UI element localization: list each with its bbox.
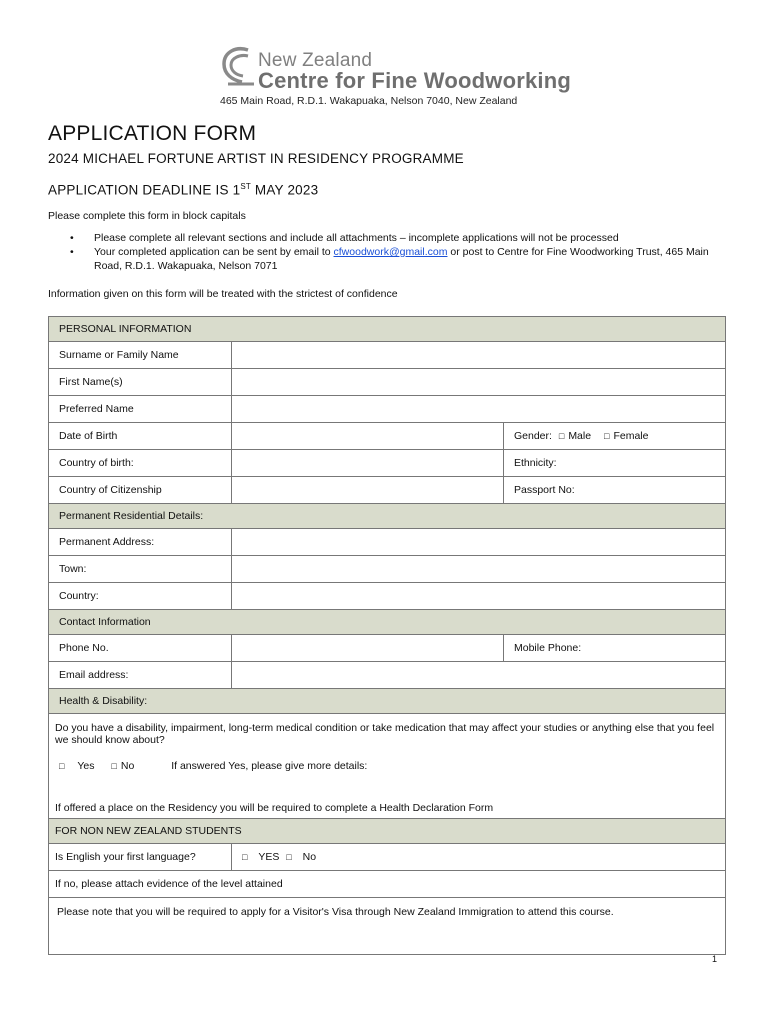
- male-checkbox[interactable]: □: [558, 431, 565, 441]
- email-link[interactable]: cfwoodwork@gmail.com: [333, 246, 448, 258]
- surname-field[interactable]: [232, 342, 726, 369]
- ethnicity-field[interactable]: [504, 450, 726, 477]
- town-label: Town:: [49, 556, 232, 583]
- email-label: Email address:: [49, 662, 232, 689]
- first-names-label: First Name(s): [49, 369, 232, 396]
- application-form-table: [48, 316, 726, 955]
- gender-cell: [504, 423, 726, 450]
- logo-text-line1: New Zealand: [258, 50, 373, 71]
- permanent-address-label: Permanent Address:: [49, 529, 232, 556]
- ethnicity-label: Ethnicity:: [514, 457, 557, 469]
- phone-field[interactable]: [232, 635, 504, 662]
- instruction-item: [48, 231, 738, 245]
- citizenship-field[interactable]: [232, 477, 504, 504]
- instruction-item: [48, 245, 738, 273]
- logo-swirl-icon: [218, 44, 258, 88]
- deadline-suffix: MAY 2023: [250, 182, 319, 198]
- mobile-phone-field[interactable]: [504, 635, 726, 662]
- health-yes-checkbox[interactable]: □: [59, 761, 65, 771]
- organization-address: 465 Main Road, R.D.1. Wakapuaka, Nelson 7040, New Zealand: [220, 95, 518, 107]
- citizenship-label: Country of Citizenship: [49, 477, 232, 504]
- first-names-field[interactable]: [232, 369, 726, 396]
- block-capitals-note: Please complete this form in block capitals: [48, 210, 246, 222]
- female-label: Female: [613, 430, 649, 442]
- english-yes-label: YES: [258, 851, 280, 863]
- health-yes-label: Yes: [77, 760, 95, 772]
- deadline-prefix: APPLICATION DEADLINE IS 1: [48, 182, 241, 198]
- health-no-label: No: [120, 760, 135, 772]
- instruction-text-pre: Your completed application can be sent by email to: [94, 246, 334, 258]
- health-question-cell: [49, 714, 726, 819]
- mobile-phone-label: Mobile Phone:: [514, 642, 582, 654]
- permanent-address-field[interactable]: [232, 529, 726, 556]
- passport-field[interactable]: [504, 477, 726, 504]
- english-answer-cell: [232, 844, 726, 871]
- surname-label: Surname or Family Name: [49, 342, 232, 369]
- confidentiality-note: Information given on this form will be treated with the strictest of confidence: [48, 288, 398, 300]
- english-question: Is English your first language?: [49, 844, 232, 871]
- deadline-heading: [48, 182, 318, 198]
- health-details-prompt: If answered Yes, please give more details:: [171, 760, 368, 772]
- section-health-disability: Health & Disability:: [49, 689, 726, 714]
- dob-label: Date of Birth: [49, 423, 232, 450]
- section-personal-information: PERSONAL INFORMATION: [49, 317, 726, 342]
- country-of-birth-label: Country of birth:: [49, 450, 232, 477]
- female-checkbox[interactable]: □: [604, 431, 610, 441]
- section-non-nz-students: FOR NON NEW ZEALAND STUDENTS: [49, 819, 726, 844]
- form-title: APPLICATION FORM: [48, 122, 257, 145]
- town-field[interactable]: [232, 556, 726, 583]
- country-of-birth-field[interactable]: [232, 450, 504, 477]
- passport-label: Passport No:: [514, 484, 575, 496]
- health-question: Do you have a disability, impairment, long-term medical condition or take medication that may affect your studies or anything else that you feel we should know about?: [55, 722, 715, 746]
- gender-label: Gender:: [514, 430, 552, 442]
- country-label: Country:: [49, 583, 232, 610]
- english-no-checkbox[interactable]: □: [286, 852, 292, 862]
- page-number: 1: [712, 954, 718, 964]
- programme-title: 2024 MICHAEL FORTUNE ARTIST IN RESIDENCY PROGRAMME: [48, 151, 464, 166]
- section-residential-details: Permanent Residential Details:: [49, 504, 726, 529]
- preferred-name-label: Preferred Name: [49, 396, 232, 423]
- visa-note: Please note that you will be required to apply for a Visitor's Visa through New Zealand Immigration to attend this course.: [49, 898, 726, 955]
- male-label: Male: [568, 430, 592, 442]
- dob-field[interactable]: [232, 423, 504, 450]
- country-field[interactable]: [232, 583, 726, 610]
- phone-label: Phone No.: [49, 635, 232, 662]
- email-field[interactable]: [232, 662, 726, 689]
- instruction-list: [48, 231, 738, 273]
- preferred-name-field[interactable]: [232, 396, 726, 423]
- health-no-checkbox[interactable]: □: [111, 761, 117, 771]
- deadline-superscript: ST: [240, 182, 251, 191]
- health-declaration-note: If offered a place on the Residency you will be required to complete a Health Declaration Form: [55, 802, 494, 814]
- instruction-text-post: or post to Centre for Fine Woodworking Trust, 465 Main Road, R.D.1. Wakapuaka, Nelson 7071: [94, 246, 709, 272]
- instruction-text: Please complete all relevant sections and include all attachments – incomplete applications will not be processed: [94, 232, 619, 244]
- logo-text-line2: Centre for Fine Woodworking: [258, 68, 571, 93]
- section-contact-information: Contact Information: [49, 610, 726, 635]
- english-no-label: No: [302, 851, 317, 863]
- evidence-note: If no, please attach evidence of the level attained: [49, 871, 726, 898]
- english-yes-checkbox[interactable]: □: [242, 852, 248, 862]
